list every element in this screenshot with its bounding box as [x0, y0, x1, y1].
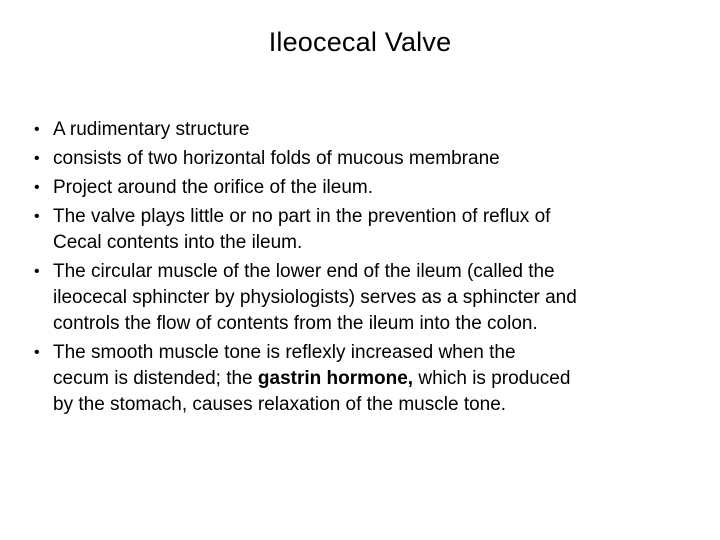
bullet-item — [34, 146, 674, 172]
bullet-dot-icon: • — [34, 179, 40, 196]
bullet-list — [34, 117, 674, 421]
bullet-text — [53, 175, 674, 201]
bullet-item — [34, 117, 674, 143]
bullet-dot-icon: • — [34, 121, 40, 138]
slide-title: Ileocecal Valve — [268, 27, 452, 57]
bullet-item — [34, 204, 674, 256]
bullet-line: consists of two horizontal folds of mucous membrane — [53, 148, 500, 169]
bullet-line: Project around the orifice of the ileum. — [53, 177, 374, 198]
bullet-line: The circular muscle of the lower end of the ileum (called the — [53, 261, 555, 282]
bullet-dot-icon: • — [34, 150, 40, 167]
bullet-line — [53, 366, 674, 392]
bullet-dot-icon: • — [34, 263, 40, 280]
bullet-text — [53, 204, 674, 256]
bullet-item — [34, 259, 674, 337]
bullet-line: Cecal contents into the ileum. — [53, 232, 303, 253]
bullet-dot-icon: • — [34, 208, 40, 225]
bullet-item — [34, 175, 674, 201]
bullet-text-segment: which is produced — [413, 368, 571, 389]
bullet-line: controls the flow of contents from the ileum into the colon. — [53, 313, 538, 334]
bullet-text — [53, 340, 674, 418]
bullet-text-segment: cecum is distended; the — [53, 368, 258, 389]
bullet-line: by the stomach, causes relaxation of the muscle tone. — [53, 394, 507, 415]
bullet-line: ileocecal sphincter by physiologists) serves as a sphincter and — [53, 287, 577, 308]
bullet-text — [53, 259, 674, 337]
bullet-text — [53, 146, 674, 172]
bullet-dot-icon: • — [34, 344, 40, 361]
bullet-line: A rudimentary structure — [53, 119, 250, 140]
bullet-line: The smooth muscle tone is reflexly increased when the — [53, 342, 516, 363]
bullet-text — [53, 117, 674, 143]
bold-term: gastrin hormone, — [257, 368, 414, 389]
bullet-item — [34, 340, 674, 418]
bullet-line: The valve plays little or no part in the prevention of reflux of — [53, 206, 551, 227]
